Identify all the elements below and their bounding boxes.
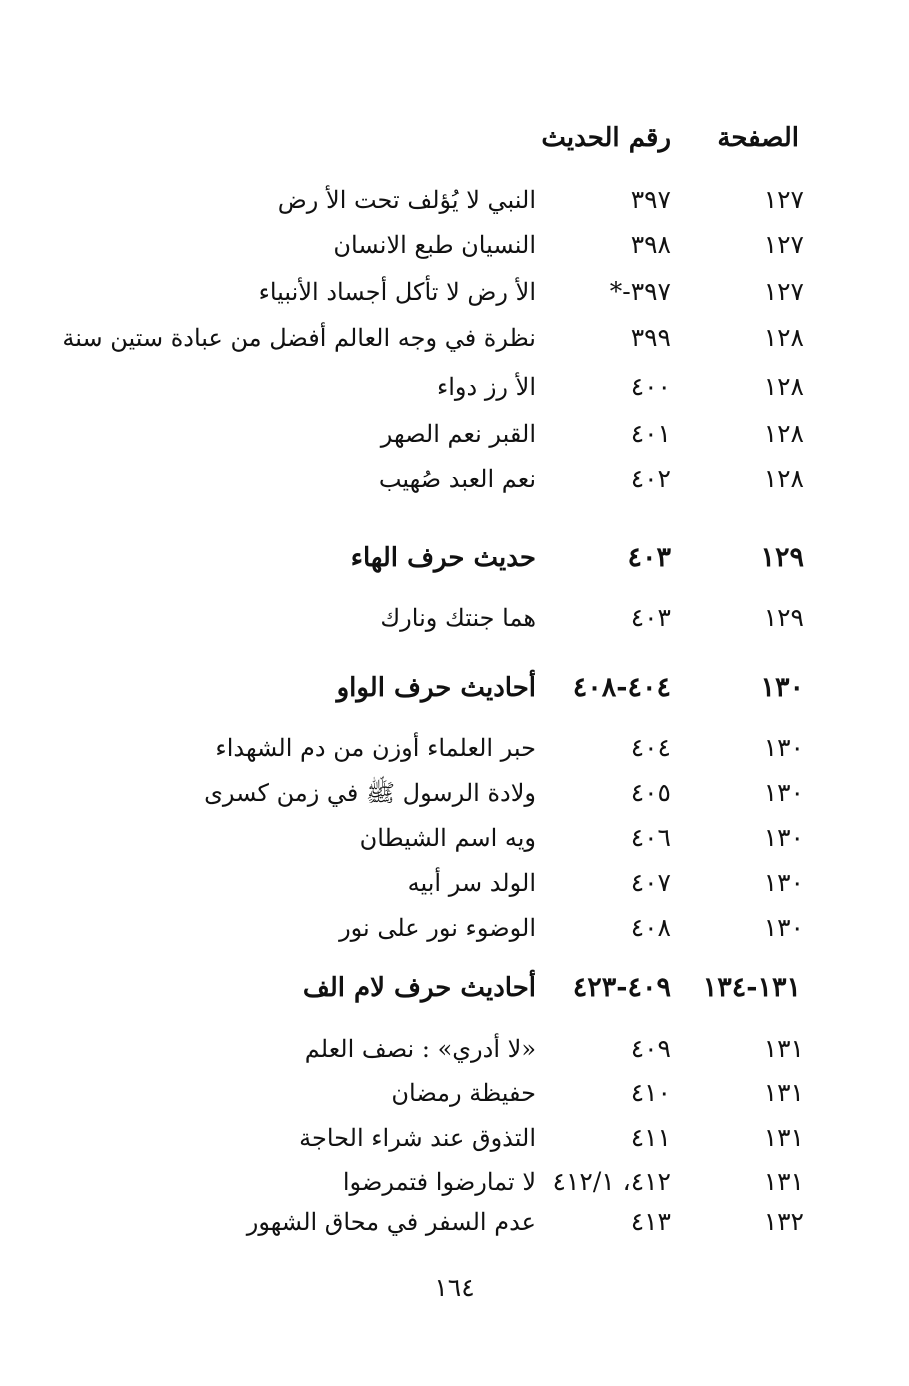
row-page: ١٢٧: [763, 230, 804, 259]
index-row: [0, 412, 909, 456]
index-row: [0, 726, 909, 770]
row-title: «لا أدري» : نصف العلم: [304, 1035, 536, 1063]
row-hadith-number: ٤٠٨: [630, 913, 671, 942]
index-row: [0, 906, 909, 950]
hadith-number-column-header: رقم الحديث: [541, 123, 671, 153]
row-page: ١٢٨: [763, 323, 804, 352]
index-row: [0, 1200, 909, 1244]
row-page: ١٣٠: [763, 778, 804, 807]
row-hadith-number: ٤٠٥: [630, 778, 671, 807]
index-row: [0, 1027, 909, 1071]
row-page: ١٢٨: [763, 464, 804, 493]
row-page: ١٢٨: [763, 419, 804, 448]
row-title: النسيان طبع الانسان: [333, 231, 536, 259]
row-page: ١٣١: [763, 1078, 804, 1107]
row-page: ١٢٧: [763, 185, 804, 214]
row-page: ١٣١: [763, 1167, 804, 1196]
row-title: الوضوء نور على نور: [339, 914, 536, 942]
section-title: أحاديث حرف لام الف: [302, 973, 536, 1003]
index-row: [0, 316, 909, 360]
row-hadith-number: ٤٠٦: [630, 823, 671, 852]
row-hadith-number: ٣٩٩: [630, 323, 671, 352]
index-row: [0, 178, 909, 222]
index-row: [0, 365, 909, 409]
row-hadith-number: ٤١٢، ٤١٢/١: [552, 1167, 671, 1196]
row-page: ١٢٧: [763, 277, 804, 306]
row-hadith-number: ٤٠١: [630, 419, 671, 448]
section-hadith-number: ٤٠٤-٤٠٨: [572, 672, 671, 703]
row-hadith-number: ٤١٣: [630, 1207, 671, 1236]
row-title: التذوق عند شراء الحاجة: [299, 1124, 536, 1152]
row-hadith-number: ٤٠٣: [630, 603, 671, 632]
row-page: ١٢٨: [763, 372, 804, 401]
index-row: [0, 1160, 909, 1204]
index-row: [0, 223, 909, 267]
row-page: ١٣٠: [763, 913, 804, 942]
row-title: ولادة الرسول ﷺ في زمن كسرى: [204, 779, 536, 807]
row-title: حبر العلماء أوزن من دم الشهداء: [215, 734, 536, 762]
index-row: [0, 771, 909, 815]
row-hadith-number: ٤٠٢: [630, 464, 671, 493]
row-hadith-number: ٤١١: [630, 1123, 671, 1152]
row-title: لا تمارضوا فتمرضوا: [342, 1168, 536, 1196]
section-page: ١٣٠: [760, 672, 804, 703]
page-column-header: الصفحة: [717, 123, 799, 153]
section-page: ١٢٩: [760, 542, 804, 573]
row-title: حفيظة رمضان: [391, 1079, 536, 1107]
row-hadith-number: ٤٠٩: [630, 1034, 671, 1063]
row-title: عدم السفر في محاق الشهور: [246, 1208, 536, 1236]
index-row: [0, 596, 909, 640]
row-title: القبر نعم الصهر: [380, 420, 536, 448]
row-hadith-number: ٣٩٨: [630, 230, 671, 259]
column-header-row: [0, 116, 909, 160]
row-hadith-number: ٤٠٧: [630, 868, 671, 897]
row-page: ١٣٠: [763, 868, 804, 897]
row-hadith-number: ٤٠٤: [630, 733, 671, 762]
page-number: ١٦٤: [434, 1273, 475, 1302]
row-page: ١٣١: [763, 1034, 804, 1063]
row-hadith-number: ٤٠٠: [630, 372, 671, 401]
row-hadith-number: ٣٩٧-*: [609, 277, 671, 306]
row-page: ١٢٩: [763, 603, 804, 632]
index-row: [0, 457, 909, 501]
section-heading-row: [0, 966, 909, 1010]
row-title: الولد سر أبيه: [407, 869, 536, 897]
index-row: [0, 1071, 909, 1115]
row-page: ١٣٠: [763, 823, 804, 852]
row-page: ١٣٢: [763, 1207, 804, 1236]
row-title: الأ رض لا تأكل أجساد الأنبياء: [258, 278, 536, 306]
row-title: هما جنتك ونارك: [380, 604, 536, 632]
index-row: [0, 1116, 909, 1160]
row-title: نظرة في وجه العالم أفضل من عبادة ستين سنة: [62, 324, 536, 352]
row-page: ١٣١: [763, 1123, 804, 1152]
section-heading-row: [0, 536, 909, 580]
row-page: ١٣٠: [763, 733, 804, 762]
row-hadith-number: ٣٩٧: [630, 185, 671, 214]
index-row: [0, 861, 909, 905]
section-hadith-number: ٤٠٩-٤٢٣: [572, 972, 671, 1003]
index-row: [0, 270, 909, 314]
row-title: ويه اسم الشيطان: [359, 824, 536, 852]
row-hadith-number: ٤١٠: [630, 1078, 671, 1107]
row-title: النبي لا يُؤلف تحت الأ رض: [277, 186, 536, 214]
section-hadith-number: ٤٠٣: [627, 542, 671, 573]
section-heading-row: [0, 666, 909, 710]
section-title: أحاديث حرف الواو: [336, 673, 536, 703]
row-title: الأ رز دواء: [436, 373, 536, 401]
row-title: نعم العبد صُهيب: [378, 465, 536, 493]
section-title: حديث حرف الهاء: [350, 543, 536, 573]
index-row: [0, 816, 909, 860]
section-page: ١٣١-١٣٤: [702, 972, 801, 1003]
